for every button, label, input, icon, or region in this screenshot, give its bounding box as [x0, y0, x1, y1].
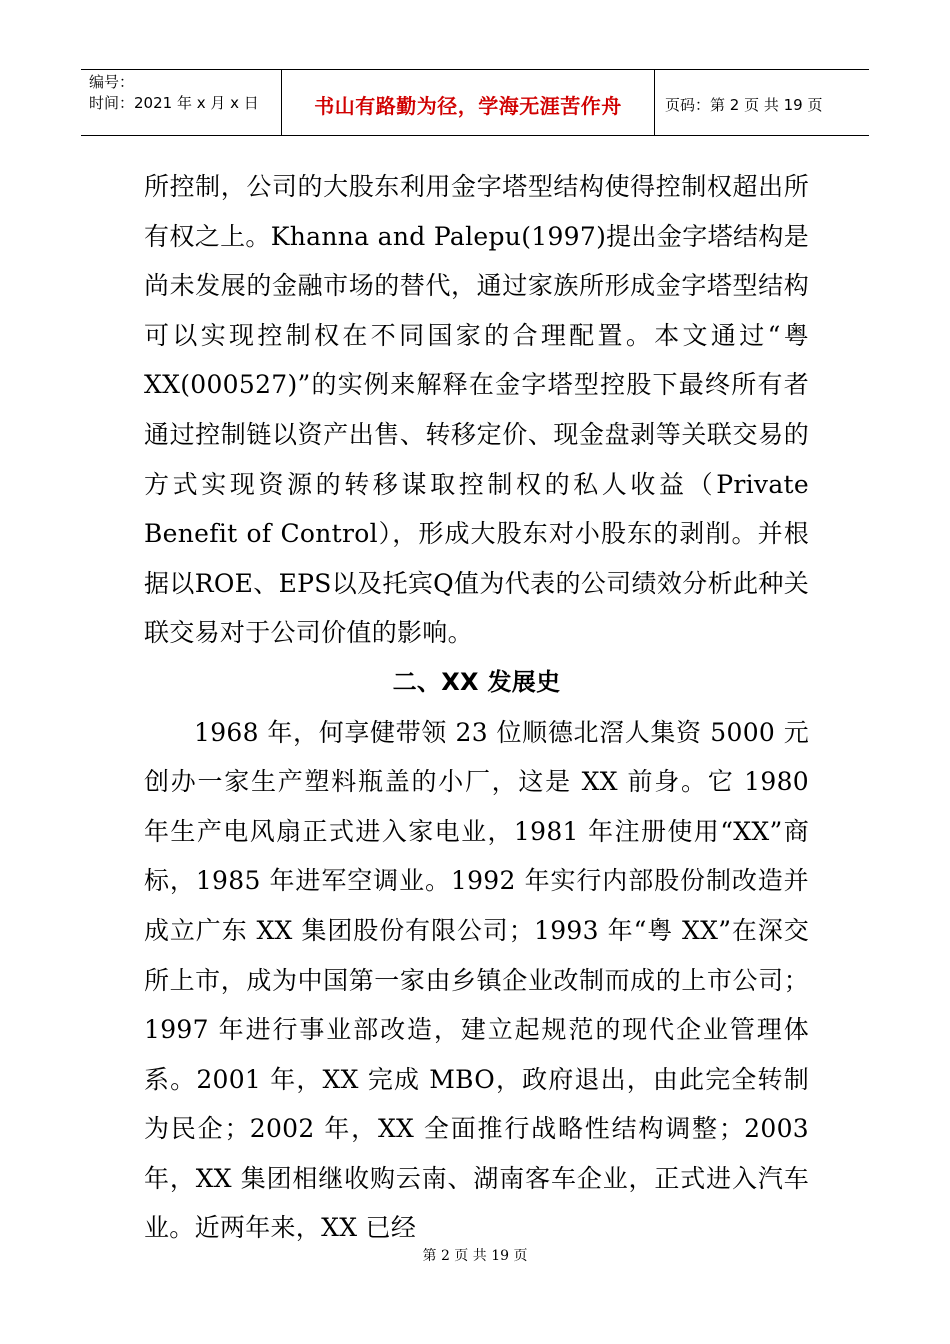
page-info: 页码：第 2 页 共 19 页 — [665, 96, 823, 114]
document-header — [81, 69, 869, 136]
section-heading: 二、XX 发展史 — [392, 667, 561, 696]
number-label: 编号： — [89, 73, 135, 91]
header-motto-cell — [282, 70, 655, 135]
time-label: 时间：2021 年 x 月 x 日 — [89, 94, 259, 112]
document-body — [144, 162, 809, 1253]
header-page-info-cell — [655, 70, 869, 135]
paragraph-1: 所控制，公司的大股东利用金字塔型结构使得控制权超出所有权之上。Khanna and Palepu(1997)提出金字塔结构是尚未发展的金融市场的替代，通过家族所形成金字塔型结构可以实现控制权在不同国家的合理配置。本文通过“粤XX(000527)”的实例来解释在金字塔型控股下最终所有者通过控制链以资产出售、转移定价、现金盘剥等关联交易的方式实现资源的转移谋取控制权的私人收益（Private Benefit of Control），形成大股东对小股东的剥削。并根据以ROE、EPS以及托宾Q值为代表的公司绩效分析此种关联交易对于公司价值的影响。 — [144, 172, 809, 648]
motto-text: 书山有路勤为径，学海无涯苦作舟 — [314, 94, 622, 118]
paragraph-2: 1968 年，何享健带领 23 位顺德北滘人集资 5000 元创办一家生产塑料瓶盖的小厂，这是 XX 前身。它 1980 年生产电风扇正式进入家电业，1981 年注册使用“XX”商标，1985 年进军空调业。1992 年实行内部股份制改造并成立广东 XX 集团股份有限公司；1993 年“粤 XX”在深交所上市，成为中国第一家由乡镇企业改制而成的上市公司；1997 年进行事业部改造，建立起规范的现代企业管理体系。2001 年，XX 完成 MBO，政府退出，由此完全转制为民企；2002 年，XX 全面推行战略性结构调整；2003 年，XX 集团相继收购云南、湖南客车企业，正式进入汽车业。近两年来，XX 已经 — [144, 717, 809, 1243]
header-meta — [81, 70, 282, 135]
page-footer: 第 2 页 共 19 页 — [422, 1248, 528, 1264]
